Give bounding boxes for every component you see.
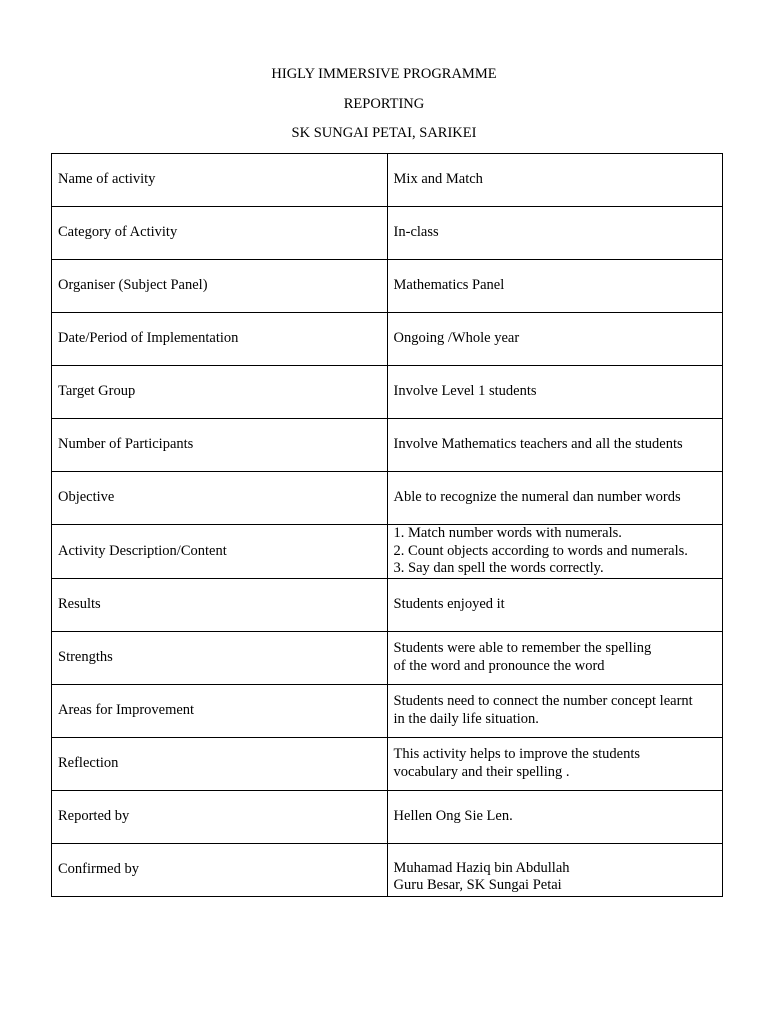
value-line: Students need to connect the number concept learnt [393, 693, 693, 709]
row-value [387, 419, 722, 472]
table-row [52, 684, 723, 737]
row-value [387, 313, 722, 366]
document-subtitle: REPORTING [343, 96, 425, 112]
table-row [52, 525, 723, 579]
row-value [387, 260, 722, 313]
row-label: Activity Description/Content [52, 525, 388, 579]
row-label: Name of activity [52, 154, 388, 207]
value-line: Mathematics Panel [393, 277, 505, 294]
table-row [52, 419, 723, 472]
value-line: 3. Say dan spell the words correctly. [393, 560, 604, 576]
table-row [52, 737, 723, 790]
row-label: Areas for Improvement [52, 684, 388, 737]
value-line: of the word and pronounce the word [393, 657, 605, 674]
value-line: Mix and Match [393, 171, 483, 188]
table-row [52, 578, 723, 631]
value-line: Able to recognize the numeral dan number words [393, 489, 681, 506]
document-title: HIGLY IMMERSIVE PROGRAMME [271, 66, 497, 82]
row-label: Objective [52, 472, 388, 525]
row-label: Date/Period of Implementation [52, 313, 388, 366]
value-line: 1. Match number words with numerals. [393, 525, 622, 541]
row-value [387, 790, 722, 843]
row-label: Organiser (Subject Panel) [52, 260, 388, 313]
row-label: Results [52, 578, 388, 631]
row-value [387, 472, 722, 525]
table-row [52, 154, 723, 207]
table-row [52, 472, 723, 525]
table-row [52, 313, 723, 366]
value-line: Students enjoyed it [393, 595, 505, 612]
row-label: Reflection [52, 737, 388, 790]
table-row [52, 207, 723, 260]
row-value [387, 631, 722, 684]
row-value [387, 366, 722, 419]
row-label: Target Group [52, 366, 388, 419]
row-value [387, 737, 722, 790]
value-line: Muhamad Haziq bin Abdullah [393, 859, 570, 876]
value-line: Students were able to remember the spelling [393, 640, 652, 656]
row-value [387, 207, 722, 260]
value-line: Hellen Ong Sie Len. [393, 807, 513, 824]
table-row [52, 631, 723, 684]
value-line: in the daily life situation. [393, 710, 539, 727]
value-line: 2. Count objects according to words and numerals. [393, 542, 688, 559]
row-value [387, 843, 722, 896]
row-label: Number of Participants [52, 419, 388, 472]
row-label: Strengths [52, 631, 388, 684]
school-name: SK SUNGAI PETAI, SARIKEI [291, 125, 477, 141]
value-line: vocabulary and their spelling . [393, 763, 570, 780]
row-label: Reported by [52, 790, 388, 843]
row-label: Category of Activity [52, 207, 388, 260]
value-line: In-class [393, 224, 439, 241]
value-line: Ongoing /Whole year [393, 330, 520, 347]
row-value [387, 154, 722, 207]
row-value [387, 684, 722, 737]
table-row [52, 790, 723, 843]
table-row [52, 843, 723, 896]
table-row [52, 366, 723, 419]
table-row [52, 260, 723, 313]
value-line: This activity helps to improve the students [393, 746, 640, 762]
row-value [387, 578, 722, 631]
row-value [387, 525, 722, 579]
value-line: Guru Besar, SK Sungai Petai [393, 877, 562, 893]
value-line: Involve Mathematics teachers and all the students [393, 436, 683, 453]
value-line: Involve Level 1 students [393, 383, 537, 400]
row-label: Confirmed by [52, 843, 388, 896]
report-table [51, 153, 723, 897]
